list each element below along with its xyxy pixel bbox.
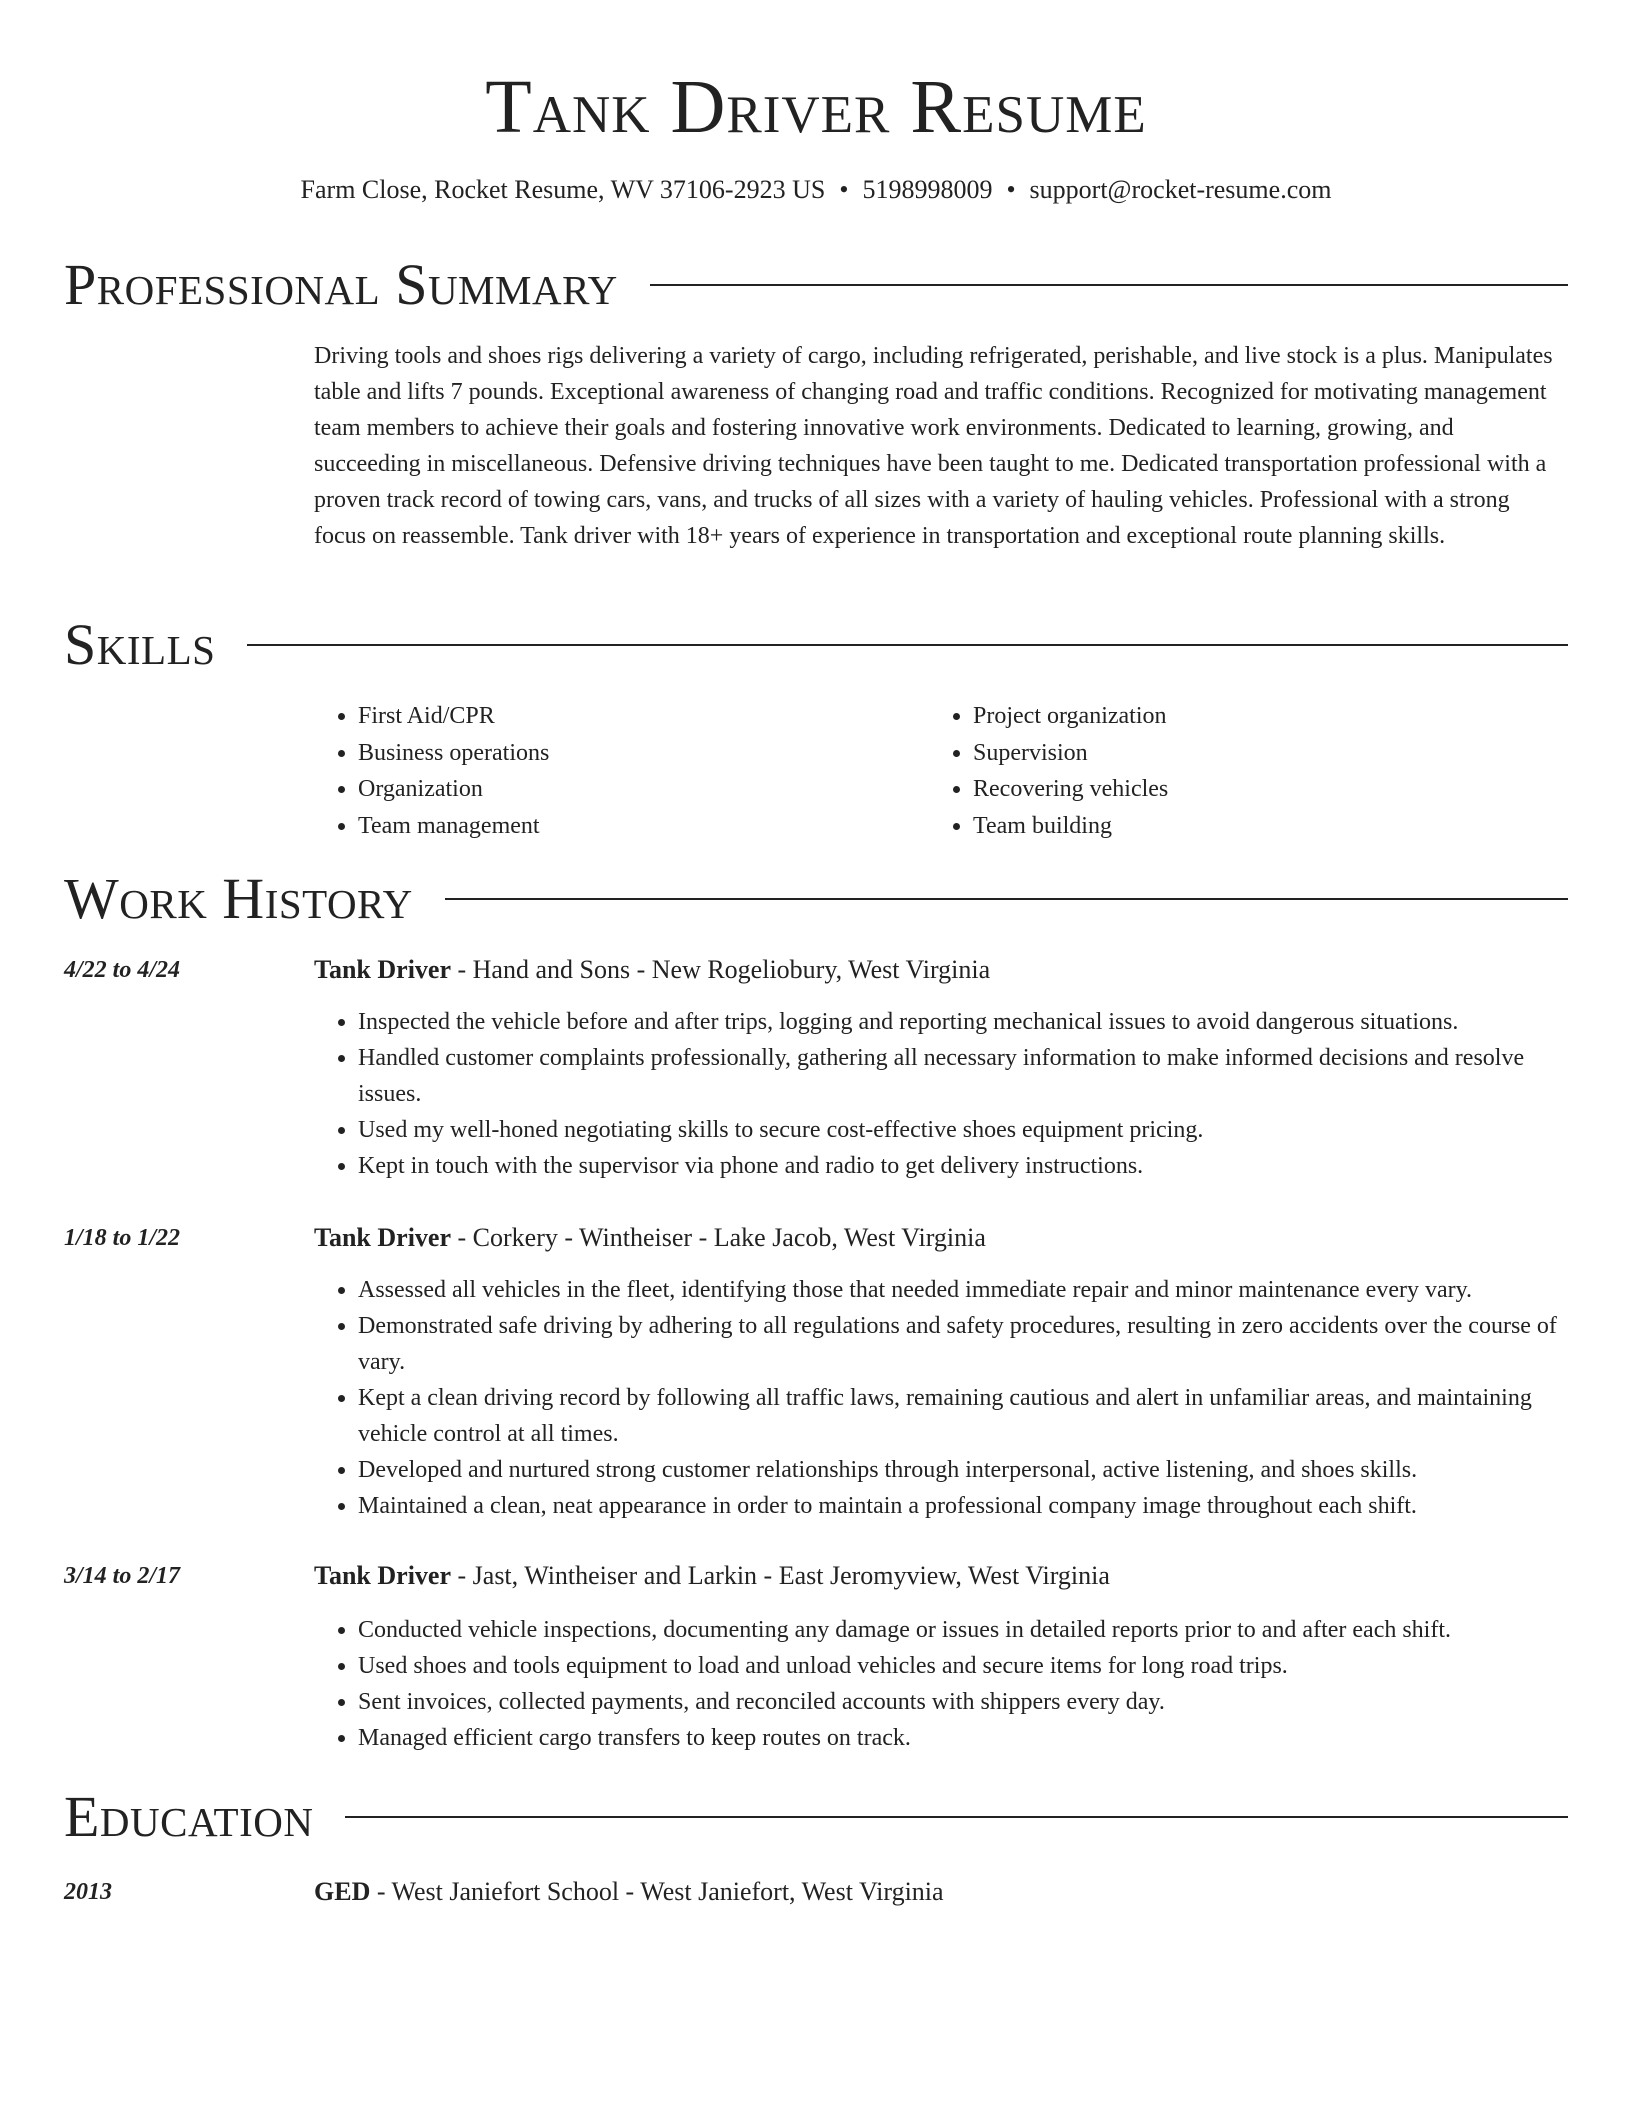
- skills-column-left: [314, 698, 929, 845]
- contact-address: Farm Close, Rocket Resume, WV 37106-2923 US: [300, 175, 826, 204]
- job-duties: [314, 1612, 1568, 1756]
- job-employer: - Corkery - Wintheiser - Lake Jacob, West Virginia: [451, 1223, 986, 1252]
- duty-item: • Kept a clean driving record by following all traffic laws, remaining cautious and alert in unfamiliar areas, and maintaining vehicle control at all times.: [358, 1380, 1568, 1452]
- duty-item: • Used shoes and tools equipment to load and unload vehicles and secure items for long road trips.: [358, 1648, 1568, 1684]
- education-degree: GED: [314, 1877, 371, 1906]
- job-employer: - Jast, Wintheiser and Larkin - East Jeromyview, West Virginia: [451, 1561, 1110, 1590]
- duty-item: • Demonstrated safe driving by adhering to all regulations and safety procedures, resulting in zero accidents over the course of vary.: [358, 1308, 1568, 1380]
- contact-line: [0, 172, 1632, 208]
- duty-item: • Maintained a clean, neat appearance in order to maintain a professional company image throughout each shift.: [358, 1488, 1568, 1524]
- section-divider: [247, 644, 1568, 646]
- resume-title: Tank Driver Resume: [485, 65, 1147, 149]
- skill-item: • First Aid/CPR: [358, 698, 929, 735]
- contact-separator: •: [839, 175, 849, 204]
- job-heading: [314, 952, 1568, 988]
- skill-item: • Organization: [358, 771, 929, 808]
- duty-item: • Assessed all vehicles in the fleet, identifying those that needed immediate repair and minor maintenance every vary.: [358, 1272, 1568, 1308]
- job-duties: [314, 1272, 1568, 1524]
- duty-item: • Handled customer complaints professionally, gathering all necessary information to make informed decisions and resolve issues.: [358, 1040, 1568, 1112]
- education-heading-line: [314, 1874, 1568, 1910]
- duty-item: • Developed and nurtured strong customer relationships through interpersonal, active listening, and shoes skills.: [358, 1452, 1568, 1488]
- section-divider: [445, 898, 1568, 900]
- contact-separator: •: [1006, 175, 1016, 204]
- section-divider: [345, 1816, 1568, 1818]
- duty-item: • Managed efficient cargo transfers to keep routes on track.: [358, 1720, 1568, 1756]
- skill-item: • Business operations: [358, 735, 929, 772]
- job-heading: [314, 1220, 1568, 1256]
- job-heading: [314, 1558, 1568, 1594]
- education-date: 2013: [64, 1879, 112, 1905]
- education-heading: Education: [64, 1784, 314, 1849]
- work-section-header: [64, 866, 1568, 932]
- summary-section-header: [64, 252, 1568, 318]
- skill-item: • Team management: [358, 808, 929, 845]
- skills-column-right: [929, 698, 1544, 845]
- education-section-header: [64, 1784, 1568, 1850]
- job-employer: - Hand and Sons - New Rogeliobury, West Virginia: [451, 955, 991, 984]
- contact-phone: 5198998009: [862, 175, 993, 204]
- skill-item: • Recovering vehicles: [973, 771, 1544, 808]
- duty-item: • Used my well-honed negotiating skills to secure cost-effective shoes equipment pricing.: [358, 1112, 1568, 1148]
- summary-heading: Professional Summary: [64, 252, 618, 317]
- job-title: Tank Driver: [314, 1561, 451, 1590]
- job-dates: 4/22 to 4/24: [64, 957, 181, 983]
- duty-item: • Conducted vehicle inspections, documenting any damage or issues in detailed reports prior to and after each shift.: [358, 1612, 1568, 1648]
- job-title: Tank Driver: [314, 1223, 451, 1252]
- skills-grid: [314, 698, 1568, 845]
- contact-email: support@rocket-resume.com: [1029, 175, 1332, 204]
- skill-item: • Supervision: [973, 735, 1544, 772]
- duty-item: • Sent invoices, collected payments, and reconciled accounts with shippers every day.: [358, 1684, 1568, 1720]
- duty-item: • Kept in touch with the supervisor via phone and radio to get delivery instructions.: [358, 1148, 1568, 1184]
- skills-section-header: [64, 612, 1568, 678]
- duty-item: • Inspected the vehicle before and after trips, logging and reporting mechanical issues to avoid dangerous situations.: [358, 1004, 1568, 1040]
- education-school: - West Janiefort School - West Janiefort, West Virginia: [370, 1877, 944, 1906]
- summary-text: Driving tools and shoes rigs delivering a variety of cargo, including refrigerated, perishable, and live stock is a plus. Manipulates table and lifts 7 pounds. Exceptional awareness of changing road and traffic conditions. Recognized for motivating management team members to achieve their goals and fostering innovative work environments. Dedicated to learning, growing, and succeeding in miscellaneous. Defensive driving techniques have been taught to me. Dedicated transportation professional with a proven track record of towing cars, vans, and trucks of all sizes with a variety of hauling vehicles. Professional with a strong focus on reassemble. Tank driver with 18+ years of experience in transportation and exceptional route planning skills.: [314, 343, 1553, 549]
- skill-item: • Project organization: [973, 698, 1544, 735]
- section-divider: [650, 284, 1568, 286]
- skill-item: • Team building: [973, 808, 1544, 845]
- job-dates: 1/18 to 1/22: [64, 1225, 181, 1251]
- skills-heading: Skills: [64, 612, 216, 677]
- job-title: Tank Driver: [314, 955, 451, 984]
- job-duties: [314, 1004, 1568, 1184]
- work-heading: Work History: [64, 866, 413, 931]
- job-dates: 3/14 to 2/17: [64, 1563, 181, 1589]
